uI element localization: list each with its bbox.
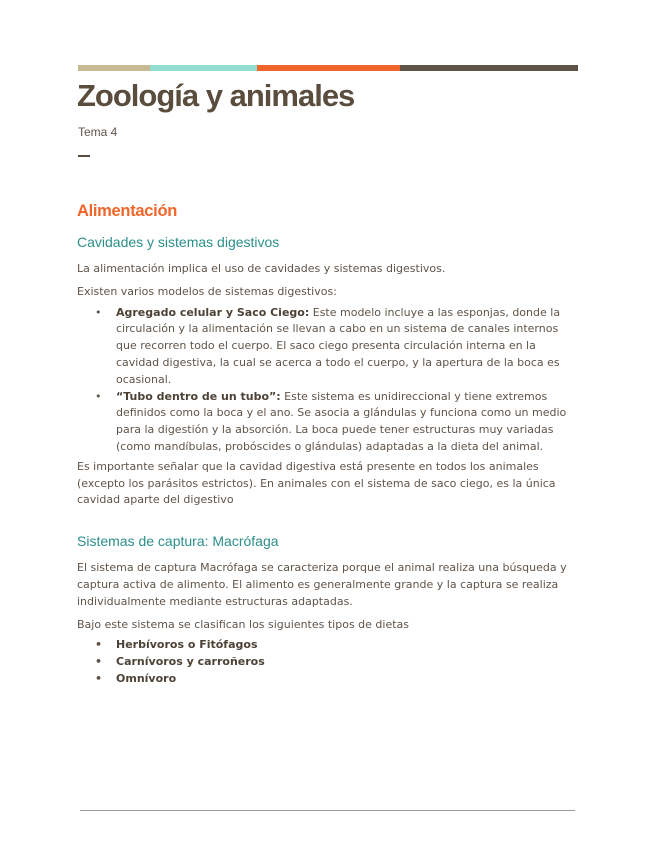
header-color-bar bbox=[78, 65, 578, 71]
paragraph-capture-description: El sistema de captura Macrófaga se caracteriza porque el animal realiza una búsqueda y captura activa de alimento. El alimento es generalmente grande y la captura se realiza individualmente mediante estructuras adaptadas. bbox=[77, 561, 567, 608]
subheading-capture-systems: Sistemas de captura: Macrófaga bbox=[77, 533, 279, 550]
title-divider bbox=[78, 155, 90, 157]
color-bar-segment-teal bbox=[150, 65, 257, 71]
list-item: • Carnívoros y carroñeros bbox=[116, 654, 577, 671]
document-body bbox=[77, 198, 577, 691]
diet-types-list bbox=[77, 637, 577, 687]
list-item-term: “Tubo dentro de un tubo”: bbox=[116, 389, 281, 403]
section-heading-alimentacion: Alimentación bbox=[77, 202, 178, 220]
list-item bbox=[116, 389, 577, 456]
color-bar-segment-brown bbox=[400, 65, 578, 71]
digestive-models-list bbox=[77, 305, 577, 456]
paragraph-digestive-models: Existen varios modelos de sistemas digestivos: bbox=[77, 284, 337, 298]
list-item-text: Este modelo incluye a las esponjas, donde la circulación y la alimentación se llevan a cabo en un sistema de canales internos que recorren todo el cuerpo. El saco ciego presenta circulación interna en la cavidad digestiva, la cual se acerca a todo el cuerpo, y la apertura de la boca es ocasional. bbox=[116, 305, 561, 386]
paragraph-diet-intro: Bajo este sistema se clasifican los siguientes tipos de dietas bbox=[77, 617, 410, 631]
list-item: • Omnívoro bbox=[116, 671, 577, 688]
document-subtitle: Tema 4 bbox=[78, 125, 118, 139]
list-item-text: Este sistema es unidireccional y tiene extremos definidos como la boca y el ano. Se asocia a glándulas y funciona como un medio para la digestión y la absorción. La boca puede tener estructuras muy variadas (como mandíbulas, probóscides o glándulas) adaptadas a la dieta del animal. bbox=[116, 389, 567, 453]
list-item bbox=[116, 305, 577, 389]
footer-rule bbox=[80, 810, 575, 811]
list-item: • Herbívoros o Fitófagos bbox=[116, 637, 577, 654]
paragraph-digestive-closing: Es importante señalar que la cavidad digestiva está presente en todos los animales (excepto los parásitos estrictos). En animales con el sistema de saco ciego, es la única cavidad aparte del digestivo bbox=[77, 459, 556, 507]
paragraph-digestive-intro: La alimentación implica el uso de cavidades y sistemas digestivos. bbox=[77, 262, 446, 275]
subheading-digestive-systems: Cavidades y sistemas digestivos bbox=[77, 234, 280, 250]
document-title: Zoología y animales bbox=[77, 78, 355, 113]
color-bar-segment-orange bbox=[257, 65, 400, 71]
list-item-term: Agregado celular y Saco Ciego: bbox=[116, 305, 310, 319]
color-bar-segment-tan bbox=[78, 65, 150, 71]
